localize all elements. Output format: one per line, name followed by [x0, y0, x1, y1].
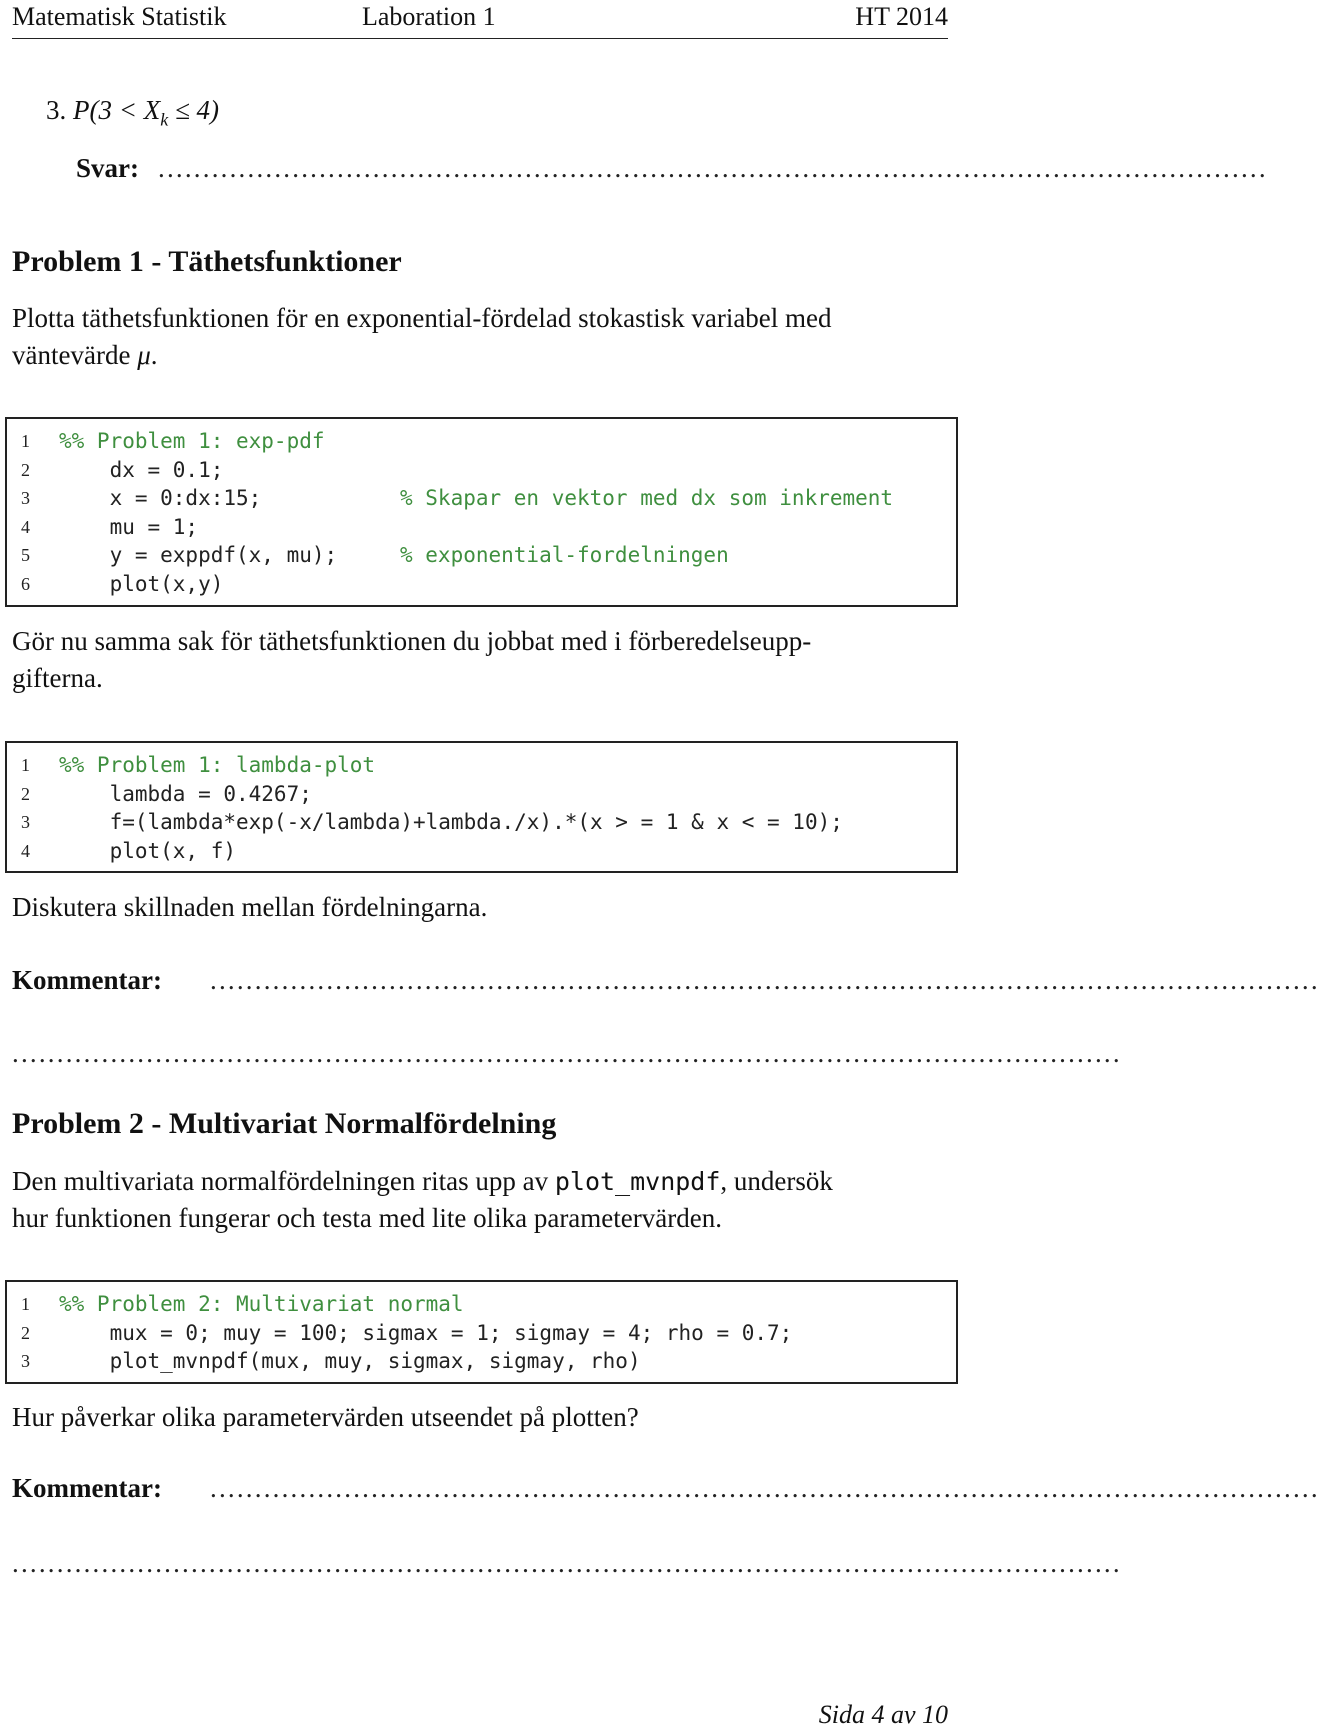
problem-2-heading: Problem 2 - Multivariat Normalfördelning — [12, 1107, 557, 1140]
comment-dots-1a: ............................................................................................................................ — [210, 965, 1320, 995]
comment-dots-2a: ............................................................................................................................ — [210, 1473, 1320, 1503]
page-number: Sida 4 av 10 — [818, 1700, 948, 1729]
answer-dots: ............................................................................................................................ — [158, 153, 1268, 183]
header-lab: Laboration 1 — [362, 2, 496, 31]
header-rule — [12, 38, 948, 39]
question-3-number: 3. — [46, 95, 67, 125]
comment-row-2 — [12, 1470, 1320, 1507]
question-3 — [46, 92, 219, 138]
question-3-expression: $P(3 < X_k \le 4)$ — [73, 95, 220, 130]
problem-1-intro-line1: Plotta täthetsfunktionen för en exponential-fördelad stokastisk variabel med — [12, 303, 832, 333]
comment-dots-1b: ............................................................................................................................ — [12, 1038, 1122, 1068]
answer-label: Svar: — [76, 153, 139, 183]
problem-1-mid-line2: gifterna. — [12, 663, 103, 693]
problem-1-mid-line1: Gör nu samma sak för täthetsfunktionen du jobbat med i förberedelseupp- — [12, 626, 812, 656]
problem-1-intro-line2: väntevärde μ. — [12, 340, 158, 370]
comment-row-1 — [12, 962, 1320, 999]
problem-2-intro-line2: hur funktionen fungerar och testa med lite olika parametervärden. — [12, 1203, 722, 1233]
comment-label-2: Kommentar: — [12, 1473, 162, 1503]
header-course: Matematisk Statistik — [12, 2, 227, 31]
comment-label-1: Kommentar: — [12, 965, 162, 995]
code-block-lambda-plot: 1 %% Problem 1: lambda-plot 2 lambda = 0.4267; 3 f=(lambda*exp(-x/lambda)+lambda./x).*(x > = 1 & x < = 10); 4 plot(x, f) — [5, 741, 958, 873]
answer-row — [76, 150, 1268, 187]
header-term: HT 2014 — [855, 2, 948, 31]
comment-dots-2b: ............................................................................................................................ — [12, 1548, 1122, 1578]
problem-2-question: Hur påverkar olika parametervärden utseendet på plotten? — [12, 1402, 639, 1432]
problem-2-intro-line1: Den multivariata normalfördelningen ritas upp av plot_mvnpdf, undersök — [12, 1166, 833, 1196]
code-block-mvn: 1 %% Problem 2: Multivariat normal 2 mux = 0; muy = 100; sigmax = 1; sigmay = 4; rho = 0.7; 3 plot_mvnpdf(mux, muy, sigmax, sigmay, rho) — [5, 1280, 958, 1384]
code-block-exp-pdf: 1 %% Problem 1: exp-pdf 2 dx = 0.1; 3 x = 0:dx:15; % Skapar en vektor med dx som inkrement 4 mu = 1; 5 y = exppdf(x, mu); % exponential-fordelningen 6 plot(x,y) — [5, 417, 958, 607]
problem-1-heading: Problem 1 - Täthetsfunktioner — [12, 245, 402, 278]
problem-1-discuss: Diskutera skillnaden mellan fördelningarna. — [12, 892, 488, 922]
